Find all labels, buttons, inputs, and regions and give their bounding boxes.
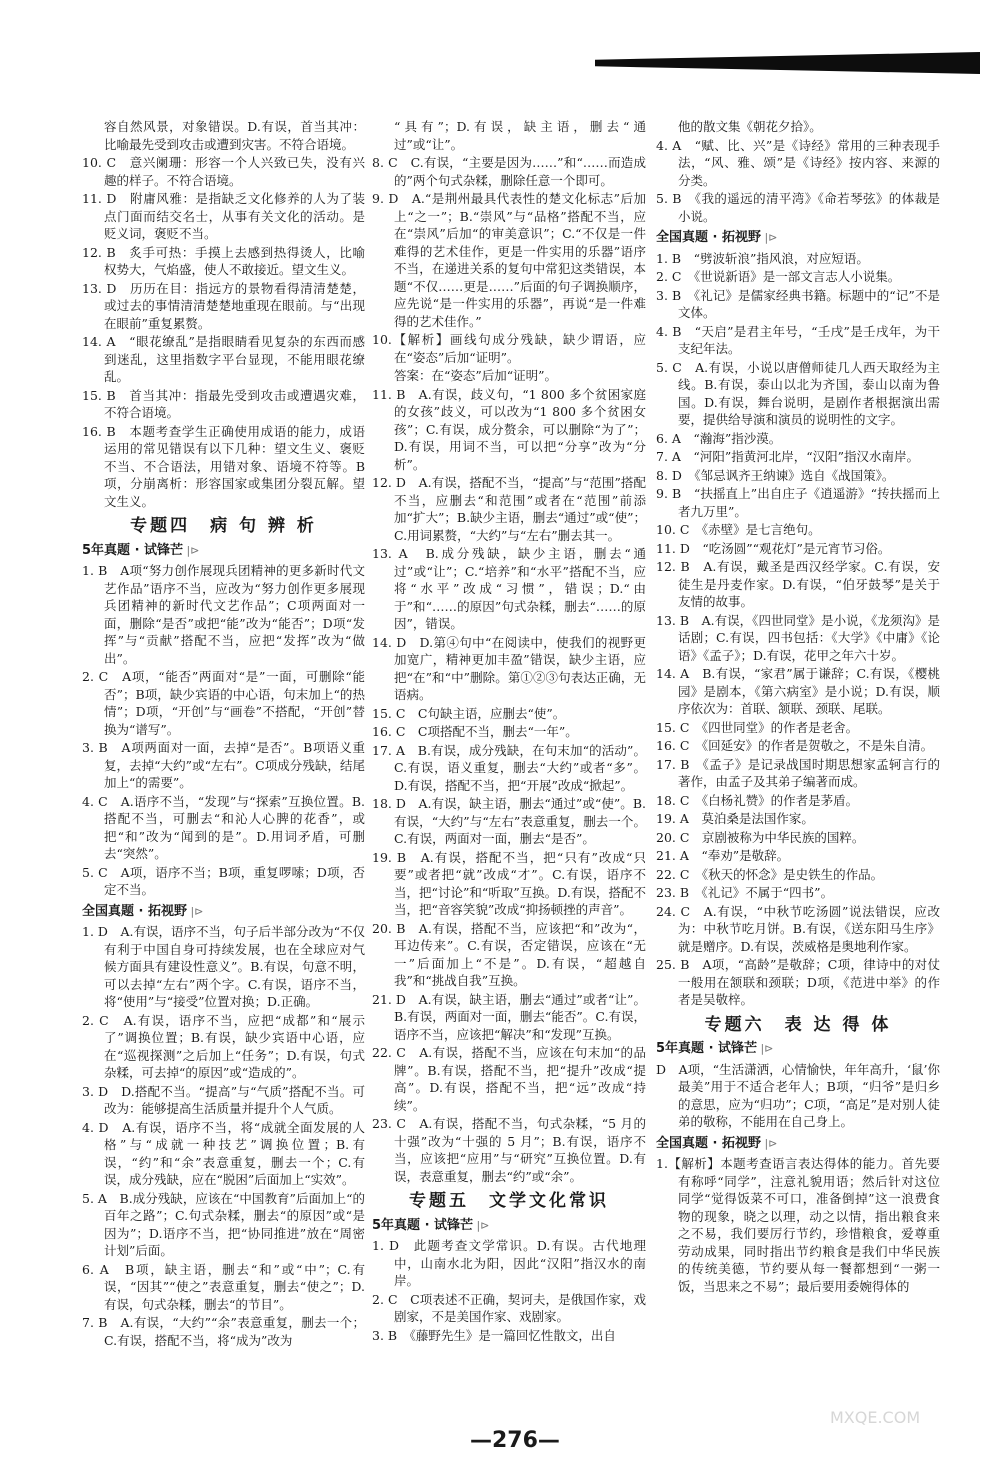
watermark: MXQE.COM	[830, 1408, 921, 1427]
answer-entry: 15. C C句缺主语，应删去“使”。	[372, 705, 566, 721]
answer-entry: 2. C C项表述不正确，契诃夫，是俄国作家，戏剧家，不是美国作家、戏剧家。	[372, 1291, 646, 1324]
answer-entry: 5. B 《我的遥远的清平湾》《命若琴弦》的体裁是小说。	[656, 191, 940, 224]
answer-entry: 16. B 本题考查学生正确使用成语的能力，成语运用的常见错误有以下几种：望文生义、褒贬不当、不合语法，用错对象、语境不符等。B项，分崩离析：形容国家或集团分裂瓦解。望文生义。	[82, 423, 365, 509]
answer-entry: 容自然风景，对象错误。D.有误，首当其冲：比喻最先受到攻击或遭到灾害。不符合语境。	[104, 119, 365, 152]
answer-entry: 3. B A项两面对一面，去掉“是否”。B项语义重复，去掉“大约”或“左右”。C项成分残缺，结尾加上“的需要”。	[82, 740, 365, 790]
section-heading: 全国真题 · 拓视野 |⊳	[656, 229, 940, 247]
column-right	[656, 118, 940, 1296]
header-black-bar	[595, 52, 980, 74]
answer-entry: 6. A B项，缺主语，删去“和”或“中”；C.有误，“因其”“使之”表意重复，删去“使之”；D.有误，句式杂糅，删去“的节目”。	[82, 1261, 365, 1312]
answer-entry: 10. C 意兴阑珊：形容一个人兴致已失，没有兴趣的样子。不符合语境。	[82, 155, 365, 188]
answer-entry: 12. B A.有误，戴圣是西汉经学家。C.有误，安徒生是丹麦作家。D.有误，“伯牙鼓琴”是关于友情的故事。	[656, 559, 940, 609]
section-heading: 5年真题 · 试锋芒 |⊳	[82, 542, 365, 560]
answer-entry: 16. C 《回延安》的作者是贺敬之，不是朱自清。	[656, 738, 934, 753]
answer-entry: 9. B “扶摇直上”出自庄子《逍遥游》“抟扶摇而上者九万里”。	[656, 486, 940, 519]
answer-entry: 23. C A.有误，搭配不当，句式杂糅，“5 月的十强”改为“十强的 5 月”；B.有误，语序不当，应该把“应用”与“研究”互换位置。D.有误，表意重复，删去“约”或“余”。	[372, 1116, 646, 1184]
answer-entry: 19. A 莫泊桑是法国作家。	[656, 811, 814, 826]
answer-entry: 19. B A.有误，搭配不当，把“只有”改成“只要”或者把“就”改成“才”。C.有误，语序不当，把“讨论”和“听取”互换。D.有误，搭配不当，把“音容笑貌”改成“抑扬顿挫的声音”。	[372, 849, 646, 917]
topic-heading: 专题五 文学文化常识	[409, 1191, 609, 1211]
answer-entry: 4. C A.语序不当，“发现”与“探索”互换位置。B.搭配不当，可删去“和沁人心脾的花香”，或把“和”改为“闻到的是”。D.用词矛盾，可删去“突然”。	[82, 793, 365, 861]
answer-entry: 1. D 此题考查文学常识。D.有误。古代地理中，山南水北为阳，因此“汉阳”指汉水的南岸。	[372, 1238, 646, 1288]
answer-entry: 13. A B.成分残缺，缺少主语，删去“通过”或“让”；C.“培养”和“水平”搭配不当，应将“水平”改成“习惯”，错误；D.“由于”和“……的原因”句式杂糅，删去“……的原因”，错误。	[372, 546, 646, 631]
answer-entry: 17. B 《孟子》是记录战国时期思想家孟轲言行的著作，由孟子及其弟子编著而成。	[656, 756, 940, 789]
answer-entry: 11. D “吃汤圆”“观花灯”是元宵节习俗。	[656, 540, 891, 556]
answer-entry: 7. A “河阳”指黄河北岸，“汉阳”指汉水南岸。	[656, 449, 919, 464]
answer-entry: 6. A “瀚海”指沙漠。	[656, 430, 782, 446]
section-heading: 5年真题 · 试锋芒 |⊳	[372, 1217, 646, 1235]
answer-entry: 12. B 炙手可热：手摸上去感到热得烫人，比喻权势大，气焰盛，使人不敢接近。望文生义。	[82, 244, 365, 277]
answer-entry: 18. C 《白杨礼赞》的作者是茅盾。	[656, 792, 859, 808]
answer-entry: 3. B 《礼记》是儒家经典书籍。标题中的“记”不是文体。	[656, 287, 940, 320]
answer-entry: 2. C 《世说新语》是一部文言志人小说集。	[656, 269, 901, 284]
answer-entry: 5. C A.有误，小说以唐僧师徒几人西天取经为主线。B.有误，泰山以北为齐国，泰山以南为鲁国。D.有误，舞台说明，是剧作者根据演出需要，提供给导演和演员的说明性的文字。	[656, 359, 940, 427]
answer-entry: 7. B A.有误，“大约”“余”表意重复，删去一个；C.有误，搭配不当，将“成为”改为	[82, 1315, 365, 1348]
topic-heading: 专题六 表 达 得 体	[704, 1014, 892, 1035]
answer-entry: 22. C 《秋天的怀念》是史铁生的作品。	[656, 866, 884, 882]
answer-entry: 5. C A项，语序不当；B项，重复啰嗦；D项，否定不当。	[82, 864, 365, 897]
answer-entry: 1.【解析】本题考查语言表达得体的能力。首先要有称呼“同学”，注意礼貌用语；然后针对这位同学“觉得饭菜不可口，准备倒掉”这一浪费食物的现象，晓之以理，动之以情，指出粮食来之不易，我们要厉行节约，珍惜粮食，爱尊重劳动成果，同时指出节约粮食是我们中华民族的传统美德，节约要从每一餐都想到“一粥一饭，当思来之不易”；最后要用委婉得体的	[656, 1156, 940, 1294]
answer-entry: 25. B A项，“高龄”是敬辞；C项，律诗中的对仗一般用在颔联和颈联；D项，《范进中举》的作者是吴敬梓。	[656, 957, 940, 1007]
answer-entry: 14. A “眼花缭乱”是指眼睛看见复杂的东西而感到迷乱，这里指数字平台显现，不能用眼花缭乱。	[82, 334, 365, 384]
answer-entry: 1. D A.有误，语序不当，句子后半部分改为“不仅有利于中国自身可持续发展，也在全球应对气候方面具有建设性意义”。B.有误，句意不明，可以去掉“左右”两个字。C.有误，语序不当，将“使用”与“接受”位置对换；D.正确。	[82, 924, 365, 1009]
answer-entry: D A项，“生活潇洒，心情愉快，年年高升，‘鼠’你最美”用于不适合老年人；B项，“归爷”是归乡的意思，应为“归功”；C项，“高足”是对别人徒弟的敬称，不能用在自己身上。	[656, 1061, 940, 1129]
answer-entry: 9. D A.“是荆州最具代表性的楚文化标志”后加上“之一”；B.“崇风”与“品格”搭配不当，应在“崇风”后加“的审美意识”；C.“不仅是一件难得的艺术佳作，更是一件实用的乐器”语序不当，在递进关系的复句中常犯这类错误，本题“不仅……更是……”后面的句子调换顺序，应先说“是一件实用的乐器”，再说“是一件难得的艺术佳作。”	[372, 191, 646, 329]
answer-entry: 他的散文集《朝花夕拾》。	[678, 119, 822, 134]
topic-heading: 专题四 病 句 辨 析	[130, 516, 317, 536]
answer-entry: 1. B “劈波斩浪”指风浪，对应短语。	[656, 250, 869, 266]
answer-entry: 3. D D.搭配不当。“提高”与“气质”搭配不当。可改为：能够提高生活质量并提升个人气质。	[82, 1083, 365, 1116]
answer-entry: 8. D 《邹忌讽齐王纳谏》选自《战国策》。	[656, 467, 895, 483]
answer-entry: 8. C C.有误，“主要是因为……”和“……而造成的”两个句式杂糅，删除任意一个即可。	[372, 155, 646, 188]
answer-entry: 3. B 《藤野先生》是一篇回忆性散文，出自	[372, 1327, 616, 1343]
answer-entry: “具有”；D.有误，缺主语，删去“通过”或“让”。	[394, 119, 646, 152]
section-heading: 5年真题 · 试锋芒 |⊳	[656, 1040, 940, 1058]
answer-entry: 16. C C项搭配不当，删去“一年”。	[372, 724, 578, 739]
answer-entry: 2. C A.有误，语序不当，应把“成都”和“展示了”调换位置；B.有误，缺少宾语中心语，应在“巡视探测”之后加上“任务”；D.有误，句式杂糅，可去掉“的原因”或“造成的”。	[82, 1012, 365, 1080]
answer-entry: 20. B A.有误，搭配不当，应该把“和”改为“，耳边传来”。C.有误，否定错误，应该在“无一”后面加上“不是”。D.有误，“超越自我”和“挑战自我”互换。	[372, 920, 646, 988]
answer-entry: 11. B A.有误，歧义句，“1 800 多个贫困家庭的女孩”歧义，可以改为“1 800 多个贫困女孩”；C.有误，成分赘余，可以删除“为了”；D.有误，用词不当，可以把“分享”改为“分析”。	[372, 386, 646, 472]
answer-entry: 17. A B.有误，成分残缺，在句末加“的活动”。C.有误，语义重复，删去“大约”或者“多”。D.有误，搭配不当，把“开展”改成“掀起”。	[372, 742, 646, 793]
answer-entry: 11. D 附庸风雅：是指缺乏文化修养的人为了装点门面而结交名士，从事有关文化的活动。是贬义词，褒贬不当。	[82, 191, 365, 241]
answer-entry: 4. B “天启”是君主年号，“壬戌”是壬戌年，为干支纪年法。	[656, 323, 940, 356]
answer-entry: 12. D A.有误，搭配不当，“提高”与“范围”搭配不当，应删去“和范围”或者在“范围”前添加“扩大”；B.缺少主语，删去“通过”或“使”；C.用词累赘，“大约”与“左右”删去其一。	[372, 475, 646, 543]
answer-entry: 13. B A.有误，《四世同堂》是小说，《龙须沟》是话剧；C.有误，四书包括：《大学》《中庸》《论语》《孟子》；D.有误，花甲之年六十岁。	[656, 612, 940, 663]
answer-entry: 15. C 《四世同堂》的作者是老舍。	[656, 719, 859, 735]
answer-entry: 21. D A.有误，缺主语，删去“通过”或者“让”。B.有误，两面对一面，删去“能否”。C.有误，语序不当，应该把“解决”和“发现”互换。	[372, 991, 646, 1042]
answer-entry: 14. A B.有误，“家君”属于谦辞；C.有误，《樱桃园》是剧本，《第六病室》是小说；D.有误，顺序依次为：首联、颔联、颈联、尾联。	[656, 666, 940, 716]
answer-entry: 14. D D.第④句中“在阅读中，使我们的视野更加宽广，精神更加丰盈”错误，缺少主语，应把“在”和“中”删除。第①②③句表达正确，无语病。	[372, 634, 646, 702]
answer-entry: 5. A B.成分残缺，应该在“中国教育”后面加上“的百年之路”；C.句式杂糅，删去“的原因”或“是因为”；D.语序不当，把“协同推进”放在“周密计划”后面。	[82, 1190, 365, 1258]
answer-entry: 23. B 《礼记》不属于“四书”。	[656, 885, 834, 900]
answer-entry: 10. C 《赤壁》是七言绝句。	[656, 522, 821, 537]
column-left	[82, 118, 365, 1350]
answer-entry: 22. C A.有误，搭配不当，应该在句末加“的品牌”。B.有误，搭配不当，把“提升”改成“提高”。D.有误，搭配不当，把“远”改成“持续”。	[372, 1045, 646, 1113]
answer-entry: 21. A “奉劝”是敬辞。	[656, 848, 790, 863]
answer-entry: 10.【解析】画线句成分残缺，缺少谓语，应在“姿态”后加“证明”。	[372, 332, 646, 365]
answer-entry: 4. D A.有误，语序不当，将“成就全面发展的人格”与“成就一种技艺”调换位置；B.有误，“约”和“余”表意重复，删去一个；C.有误，成分残缺，应在“脱困”后面加上“实效”。	[82, 1119, 365, 1187]
answer-entry: 20. C 京剧被称为中华民族的国粹。	[656, 829, 865, 845]
answer-entry: 答案：在“姿态”后加“证明”。	[394, 368, 558, 383]
answer-entry: 1. B A项“努力创作展现兵团精神的更多新时代文艺作品”语序不当，应改为“努力创作更多展现兵团精神的新时代文艺作品”；C项两面对一面，删除“是否”或把“能”改为“能否”；D项“发挥”与“贡献”搭配不当，应把“发挥”改为“做出”。	[82, 563, 365, 666]
answer-entry: 24. C A.有误，“中秋节吃汤圆”说法错误，应改为：中秋节吃月饼。B.有误，《送东阳马生序》就是赠序。D.有误，茨威格是奥地利作家。	[656, 903, 940, 954]
column-middle	[372, 118, 646, 1345]
answer-entry: 18. D A.有误，缺主语，删去“通过”或“使”。B.有误，“大约”与“左右”表意重复，删去一个。C.有误，两面对一面，删去“是否”。	[372, 796, 646, 846]
section-heading: 全国真题 · 拓视野 |⊳	[82, 903, 365, 921]
answer-entry: 15. B 首当其冲：指最先受到攻击或遭遇灾难，不符合语境。	[82, 387, 365, 420]
answer-entry: 13. D 历历在目：指远方的景物看得清清楚楚，或过去的事情清清楚楚地重现在眼前。与“出现在眼前”重复累赘。	[82, 280, 365, 331]
section-heading: 全国真题 · 拓视野 |⊳	[656, 1135, 940, 1153]
answer-entry: 2. C A项，“能否”两面对“是”一面，可删除“能否”；B项，缺少宾语的中心语，句末加上“的热情”；D项，“开创”与“画卷”不搭配，“开创”替换为“谱写”。	[82, 669, 365, 737]
page-number: —276—	[470, 1428, 560, 1453]
answer-entry: 4. A “赋、比、兴”是《诗经》常用的三种表现手法，“风、雅、颂”是《诗经》按内容、来源的分类。	[656, 137, 940, 188]
